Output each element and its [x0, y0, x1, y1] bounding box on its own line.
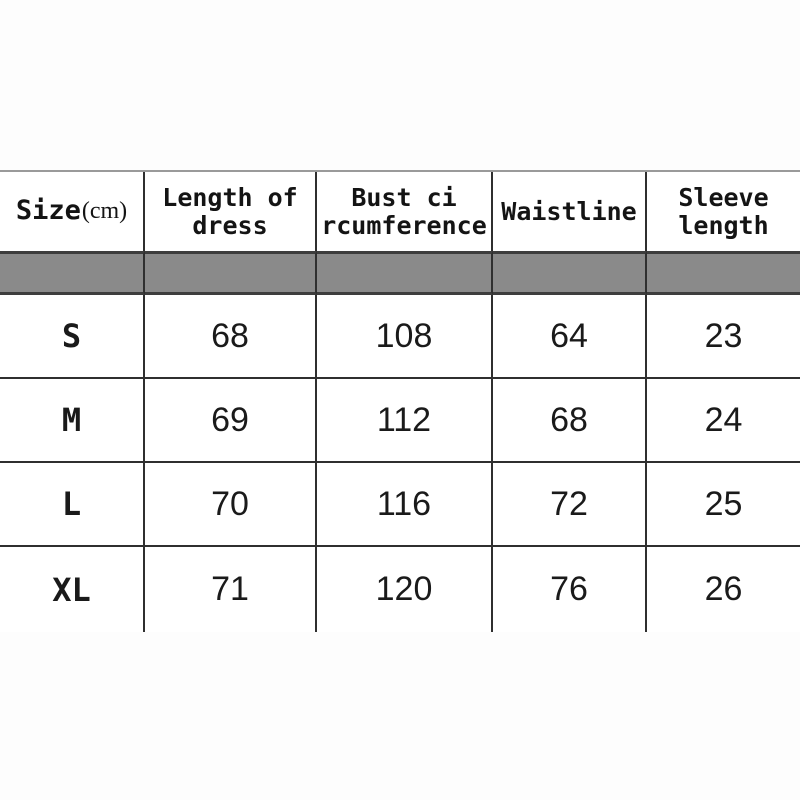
header-sleeve-line1: Sleeve — [678, 182, 769, 212]
row-xl-waistline: 76 — [493, 547, 647, 632]
size-chart-table — [0, 170, 800, 632]
separator-band-cell — [0, 251, 145, 295]
row-m-size: M — [0, 379, 145, 463]
row-l-waistline: 72 — [493, 463, 647, 547]
row-m-sleeve: 24 — [647, 379, 800, 463]
header-cell-waistline — [493, 172, 647, 251]
row-l-bust: 116 — [317, 463, 493, 547]
row-m-waistline: 68 — [493, 379, 647, 463]
separator-band-cell — [493, 251, 647, 295]
header-cell-bust — [317, 172, 493, 251]
row-m-length: 69 — [145, 379, 317, 463]
header-waistline-label: Waistline — [501, 196, 637, 226]
row-xl-bust: 120 — [317, 547, 493, 632]
row-s-length: 68 — [145, 295, 317, 379]
size-header-unit: (cm) — [81, 198, 128, 225]
row-xl-sleeve: 26 — [647, 547, 800, 632]
row-s-sleeve: 23 — [647, 295, 800, 379]
size-header-label: Size — [15, 195, 81, 227]
header-sleeve-line2: length — [678, 210, 769, 240]
separator-band-cell — [317, 251, 493, 295]
row-l-sleeve: 25 — [647, 463, 800, 547]
row-l-size: L — [0, 463, 145, 547]
row-xl-length: 71 — [145, 547, 317, 632]
row-m-bust: 112 — [317, 379, 493, 463]
header-length-line2: dress — [192, 210, 268, 240]
header-length-line1: Length of — [162, 182, 298, 212]
separator-band-cell — [145, 251, 317, 295]
row-l-length: 70 — [145, 463, 317, 547]
header-bust-line2: rcumference — [321, 210, 487, 240]
row-s-bust: 108 — [317, 295, 493, 379]
row-xl-size: XL — [0, 547, 145, 632]
header-bust-line1: Bust ci — [351, 182, 457, 212]
header-cell-sleeve — [647, 172, 800, 251]
row-s-waistline: 64 — [493, 295, 647, 379]
row-s-size: S — [0, 295, 145, 379]
size-header-label-group — [16, 196, 127, 226]
header-cell-size — [0, 172, 145, 251]
header-cell-length — [145, 172, 317, 251]
separator-band-cell — [647, 251, 800, 295]
